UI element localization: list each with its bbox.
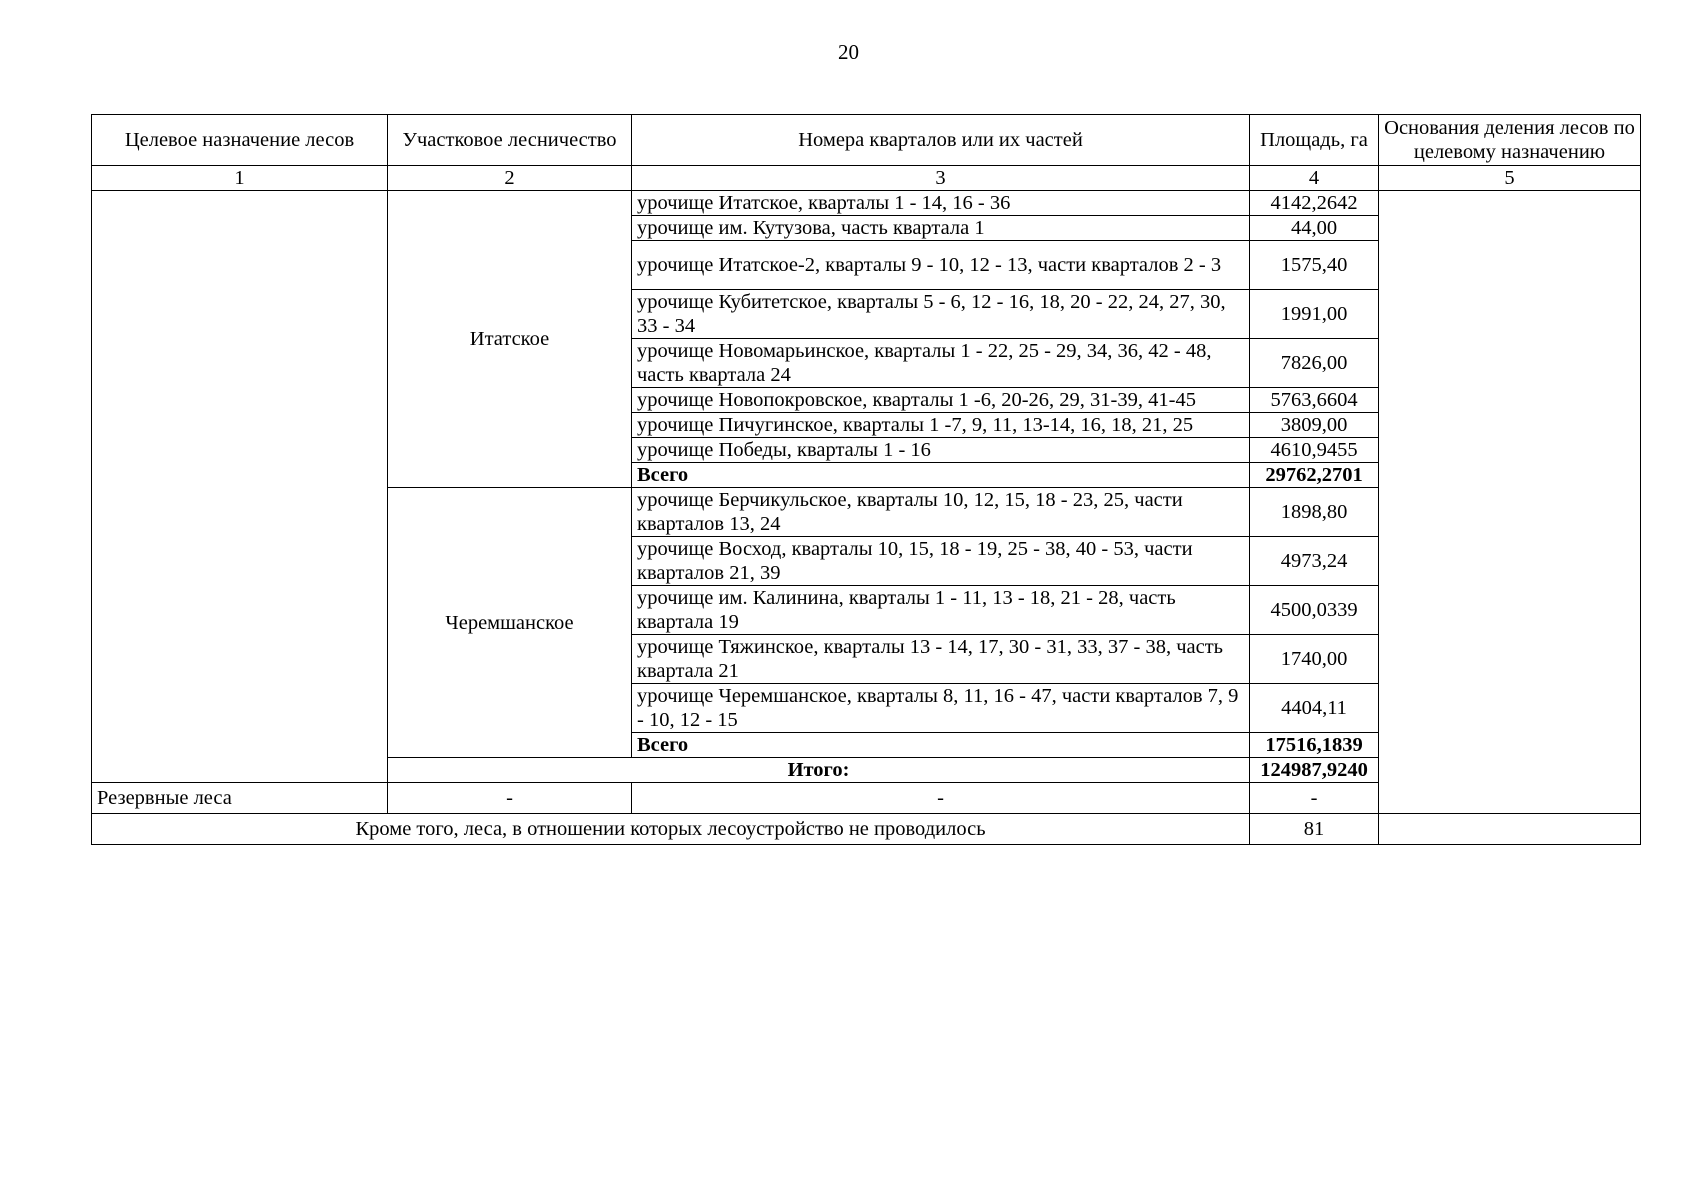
area-cell: 1898,80: [1250, 488, 1379, 537]
forestry-cell: Итатское: [388, 191, 632, 488]
page-number: 20: [838, 40, 859, 64]
header-area: Площадь, га: [1250, 115, 1379, 166]
grand-total-area: 124987,9240: [1250, 758, 1379, 783]
quarters-cell: урочище Восход, кварталы 10, 15, 18 - 19, 25 - 38, 40 - 53, части кварталов 21, 39: [632, 537, 1250, 586]
subtotal-label: Всего: [632, 463, 1250, 488]
header-forestry: Участковое лесничество: [388, 115, 632, 166]
quarters-cell: урочище Тяжинское, кварталы 13 - 14, 17, 30 - 31, 33, 37 - 38, часть квартала 21: [632, 635, 1250, 684]
area-cell: 4610,9455: [1250, 438, 1379, 463]
subtotal-label: Всего: [632, 733, 1250, 758]
area-cell: 7826,00: [1250, 339, 1379, 388]
header-basis: Основания деления лесов по целевому назначению: [1379, 115, 1641, 166]
quarters-cell: урочище Кубитетское, кварталы 5 - 6, 12 - 16, 18, 20 - 22, 24, 27, 30, 33 - 34: [632, 290, 1250, 339]
quarters-cell: урочище Итатское, кварталы 1 - 14, 16 - 36: [632, 191, 1250, 216]
extra-row: [92, 814, 1641, 845]
quarters-cell: урочище им. Калинина, кварталы 1 - 11, 13 - 18, 21 - 28, часть квартала 19: [632, 586, 1250, 635]
quarters-cell: урочище Новопокровское, кварталы 1 -6, 20-26, 29, 31-39, 41-45: [632, 388, 1250, 413]
quarters-cell: урочище Черемшанское, кварталы 8, 11, 16 - 47, части кварталов 7, 9 - 10, 12 - 15: [632, 684, 1250, 733]
quarters-cell: урочище Победы, кварталы 1 - 16: [632, 438, 1250, 463]
table-row: [92, 191, 1641, 216]
area-cell: 4973,24: [1250, 537, 1379, 586]
quarters-cell: урочище им. Кутузова, часть квартала 1: [632, 216, 1250, 241]
area-cell: 4142,2642: [1250, 191, 1379, 216]
forestry-cell: Черемшанское: [388, 488, 632, 758]
area-cell: 1740,00: [1250, 635, 1379, 684]
subtotal-area: 29762,2701: [1250, 463, 1379, 488]
quarters-cell: урочище Берчикульское, кварталы 10, 12, 15, 18 - 23, 25, части кварталов 13, 24: [632, 488, 1250, 537]
column-number: 5: [1379, 166, 1641, 191]
reserve-area: -: [1250, 783, 1379, 814]
area-cell: 3809,00: [1250, 413, 1379, 438]
column-number: 4: [1250, 166, 1379, 191]
header-purpose: Целевое назначение лесов: [92, 115, 388, 166]
reserve-forestry: -: [388, 783, 632, 814]
area-cell: 4500,0339: [1250, 586, 1379, 635]
quarters-cell: урочище Пичугинское, кварталы 1 -7, 9, 11, 13-14, 16, 18, 21, 25: [632, 413, 1250, 438]
reserve-quarters: -: [632, 783, 1250, 814]
area-cell: 4404,11: [1250, 684, 1379, 733]
area-cell: 1991,00: [1250, 290, 1379, 339]
area-cell: 5763,6604: [1250, 388, 1379, 413]
subtotal-area: 17516,1839: [1250, 733, 1379, 758]
column-number: 3: [632, 166, 1250, 191]
quarters-cell: урочище Новомарьинское, кварталы 1 - 22, 25 - 29, 34, 36, 42 - 48, часть квартала 24: [632, 339, 1250, 388]
area-cell: 44,00: [1250, 216, 1379, 241]
basis-cell: [1379, 191, 1641, 814]
column-number-row: [92, 166, 1641, 191]
forest-purpose-table: [91, 114, 1641, 845]
header-quarters: Номера кварталов или их частей: [632, 115, 1250, 166]
grand-total-label: Итого:: [388, 758, 1250, 783]
column-number: 2: [388, 166, 632, 191]
extra-area: 81: [1250, 814, 1379, 845]
extra-basis: [1379, 814, 1641, 845]
purpose-cell: [92, 191, 388, 783]
extra-text: Кроме того, леса, в отношении которых лесоустройство не проводилось: [92, 814, 1250, 845]
column-number: 1: [92, 166, 388, 191]
header-row: [92, 115, 1641, 166]
reserve-purpose: Резервные леса: [92, 783, 388, 814]
area-cell: 1575,40: [1250, 241, 1379, 290]
quarters-cell: урочище Итатское-2, кварталы 9 - 10, 12 - 13, части кварталов 2 - 3: [632, 241, 1250, 290]
